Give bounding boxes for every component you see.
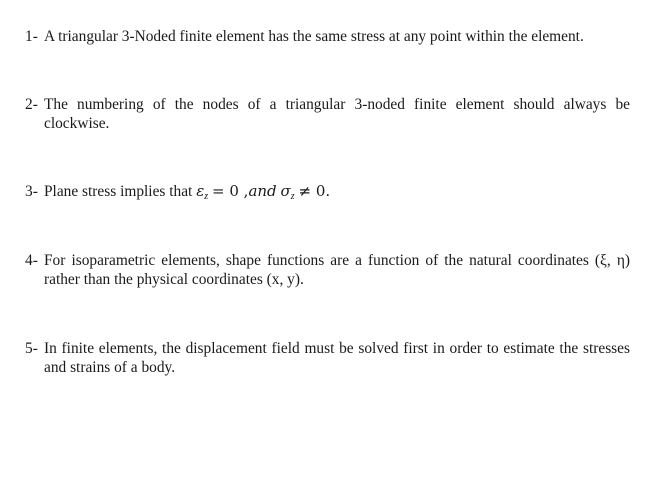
epsilon-subscript: z — [204, 191, 209, 202]
statement-2 — [25, 95, 630, 133]
statement-1 — [25, 27, 630, 46]
statement-text: A triangular 3-Noded finite element has the same stress at any point within the element. — [44, 28, 584, 45]
statement-text-before: Plane stress implies that — [44, 183, 193, 200]
sigma-subscript: z — [290, 191, 295, 202]
statement-4 — [25, 251, 630, 289]
statement-number: 2- — [25, 96, 38, 113]
statement-text: The numbering of the nodes of a triangular 3-noded finite element should always be clockwise. — [44, 96, 630, 132]
statement-text — [44, 182, 630, 206]
not-equal-zero: ≠ 0. — [298, 182, 331, 200]
statement-3 — [25, 182, 630, 206]
statement-number: 4- — [25, 252, 38, 269]
epsilon-symbol: ε — [196, 182, 205, 200]
statement-number: 3- — [25, 183, 38, 200]
statement-text: In finite elements, the displacement field must be solved first in order to estimate the stresses and strains of a body. — [44, 340, 630, 376]
statement-5 — [25, 339, 630, 377]
statement-number: 1- — [25, 28, 38, 45]
statement-number: 5- — [25, 340, 38, 357]
statement-text: For isoparametric elements, shape functions are a function of the natural coordinates (ξ, η) rather than the physical coordinates (x, y). — [44, 252, 630, 288]
and-word: and — [248, 182, 277, 200]
sigma-symbol: σ — [280, 182, 291, 200]
equals-zero: = 0 , — [212, 182, 249, 200]
